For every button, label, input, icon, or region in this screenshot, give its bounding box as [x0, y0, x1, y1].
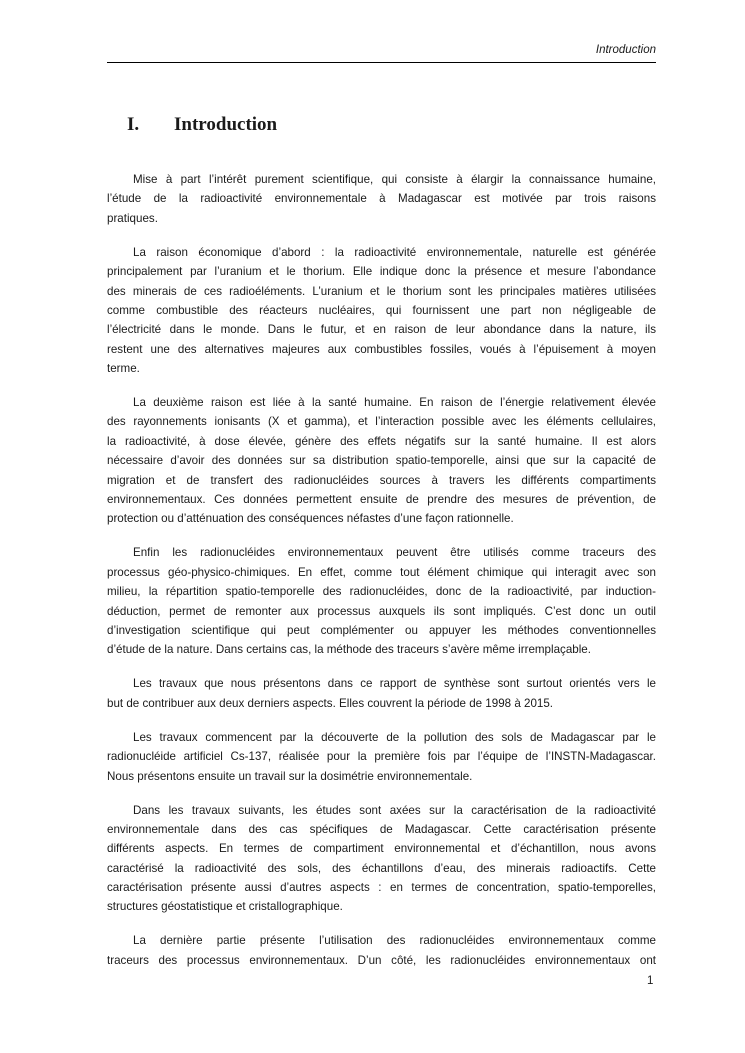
header-rule [107, 62, 656, 63]
text-line: Les travaux commencent par la découverte de la pollution des sols de Madagascar par le [133, 730, 656, 744]
text-line: Mise à part l’intérêt purement scientifique, qui consiste à élargir la connaissance humaine, [133, 173, 656, 186]
text-line: milieu, la répartition spatio-temporelle des radionucléides, donc de la radioactivité, par induction- [107, 585, 656, 599]
text-line: radionucléide artificiel Cs-137, réalisée pour la première fois par l’équipe de l’INSTN-Madagascar. [107, 750, 656, 764]
text-line: La deuxième raison est liée à la santé humaine. En raison de l’énergie relativement élevée [133, 396, 656, 410]
text-line: des rayonnements ionisants (X et gamma), et l’interaction possible avec les éléments cellulaires, [107, 415, 656, 429]
text-line: caractérisé la radioactivité des sols, des échantillons d’eau, des minerais radioactifs. Cette [107, 861, 656, 875]
text-line: protection ou d’atténuation des conséquences néfastes d’une façon rationnelle. [107, 512, 514, 526]
text-line: traceurs des processus environnementaux. D’un côté, les radionucléides environnementaux ont [107, 953, 656, 967]
text-line: but de contribuer aux deux derniers aspects. Elles couvrent la période de 1998 à 2015. [107, 696, 554, 710]
text-line: comme combustible des réacteurs nucléaires, qui fournissent une part non négligeable de [107, 303, 656, 317]
text-line: La dernière partie présente l’utilisation des radionucléides environnementaux comme [133, 934, 656, 948]
text-line: Nous présentons ensuite un travail sur la dosimétrie environnementale. [107, 769, 473, 783]
text-line: Les travaux que nous présentons dans ce rapport de synthèse sont surtout orientés vers le [133, 677, 656, 691]
page-number: 1 [647, 975, 654, 987]
paragraph [107, 243, 656, 379]
text-line: Dans les travaux suivants, les études sont axées sur la caractérisation de la radioactivité [133, 803, 656, 817]
paragraph [107, 543, 656, 659]
text-line: pratiques. [107, 211, 158, 225]
text-line: structures géostatistique et cristallographique. [107, 900, 343, 914]
text-line: déduction, permet de remonter aux processus auxquels ils sont impliqués. C’est donc un outil [107, 604, 656, 618]
text-line: la radioactivité, à dose élevée, génère des effets négatifs sur la santé humaine. Il est alors [107, 434, 656, 448]
text-line: terme. [107, 362, 140, 376]
text-line: La raison économique d’abord : la radioactivité environnementale, naturelle est générée [133, 245, 656, 259]
section-title: Introduction [174, 114, 278, 135]
text-line: processus géo-physico-chimiques. En effet, comme tout élément chimique qui interagit avec son [107, 565, 656, 579]
text-line: d’étude de la nature. Dans certains cas, la méthode des traceurs s’avère même irremplaçable. [107, 643, 591, 657]
text-line: nécessaire d’avoir des données sur sa distribution spatio-temporelle, ainsi que sur la capacité de [107, 454, 656, 468]
text-line: différents aspects. En termes de compartiment environnemental et d’échantillon, nous avons [107, 842, 656, 856]
text-line: d’investigation scientifique qui peut complémenter ou appuyer les méthodes conventionnelles [107, 623, 656, 637]
text-line: caractérisation présente aussi d’autres aspects : en termes de concentration, spatio-temporelles, [107, 881, 656, 895]
text-line: restent une des alternatives majeures aux combustibles fossiles, voués à l’épuisement à moyen [107, 342, 656, 356]
paragraph [107, 728, 656, 786]
text-line: des minerais de ces radioéléments. L’uranium et le thorium sont les principales matières utilisées [107, 284, 656, 298]
paragraph [107, 170, 656, 228]
running-header: Introduction [595, 44, 656, 56]
body-text [107, 170, 656, 985]
section-number: I. [127, 114, 140, 135]
paragraph [107, 931, 656, 970]
text-line: Enfin les radionucléides environnementaux peuvent être utilisés comme traceurs des [133, 546, 656, 560]
paragraph [107, 801, 656, 917]
text-line: principalement par l’uranium et le thorium. Elle indique donc la présence et mesure l’abondance [107, 265, 656, 279]
text-line: environnementaux. Ces données permettent ensuite de prendre des mesures de prévention, de [107, 493, 656, 507]
paragraph [107, 393, 656, 529]
text-line: migration et de transfert des radionucléides sources à travers les différents compartiments [107, 473, 656, 487]
text-line: environnementale dans des cas spécifiques de Madagascar. Cette caractérisation présente [107, 822, 656, 836]
text-line: l’étude de la radioactivité environnementale à Madagascar est motivée par trois raisons [107, 192, 656, 206]
text-line: l’électricité dans le monde. Dans le futur, et en raison de leur abondance dans la nature, ils [107, 323, 656, 337]
paragraph [107, 674, 656, 713]
